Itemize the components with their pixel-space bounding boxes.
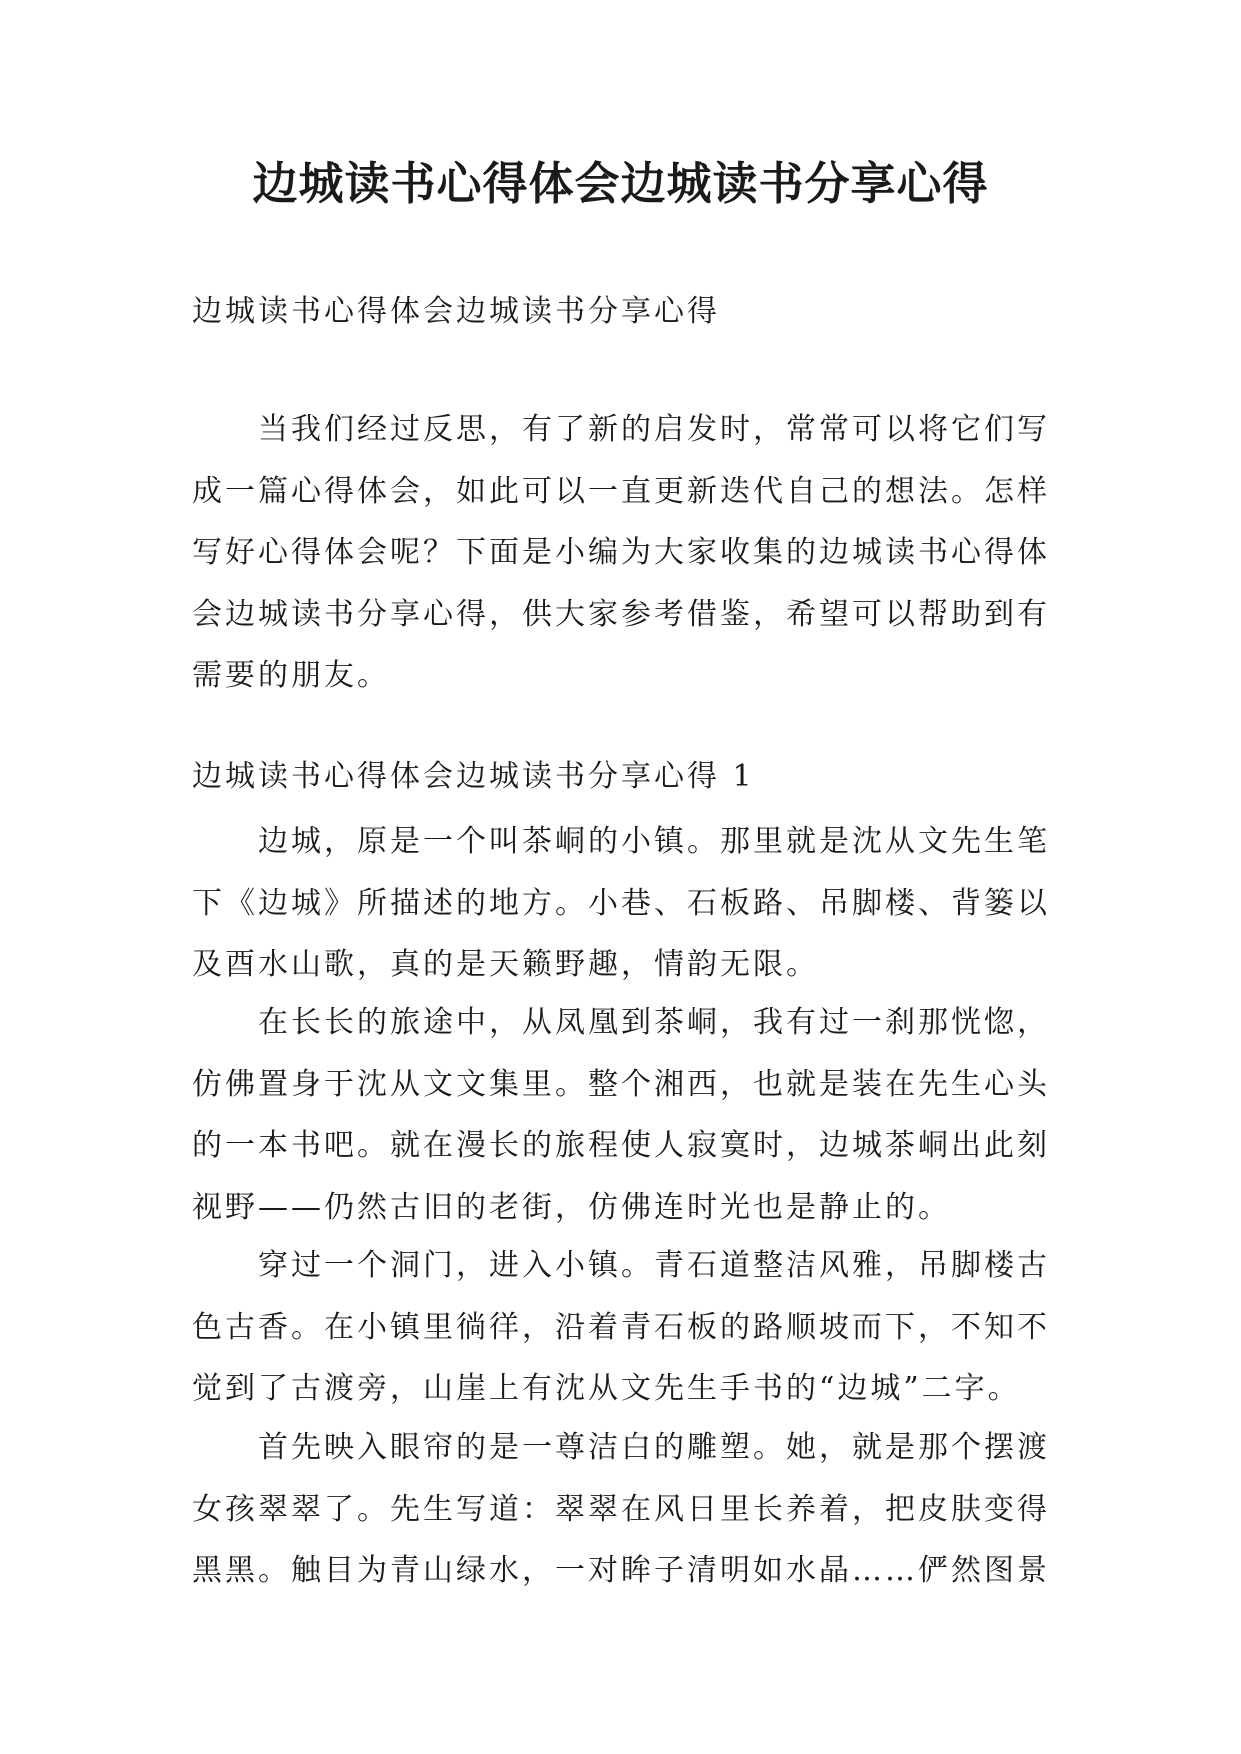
intro-paragraph: 当我们经过反思，有了新的启发时，常常可以将它们写成一篇心得体会，如此可以一直更新迭代自己的想法。怎样写好心得体会呢？下面是小编为大家收集的边城读书心得体会边城读书分享心得，供大家参考借鉴，希望可以帮助到有需要的朋友。 xyxy=(192,412,1050,693)
section-heading: 边城读书心得体会边城读书分享心得 1 xyxy=(192,759,755,794)
document-title: 边城读书心得体会边城读书分享心得 xyxy=(252,157,989,210)
body-paragraph: 穿过一个洞门，进入小镇。青石道整洁风雅，吊脚楼古色古香。在小镇里徜徉，沿着青石板的路顺坡而下，不知不觉到了古渡旁，山崖上有沈从文先生手书的“边城”二字。 xyxy=(192,1248,1050,1406)
body-paragraph: 首先映入眼帘的是一尊洁白的雕塑。她，就是那个摆渡女孩翠翠了。先生写道：翠翠在风日里长养着，把皮肤变得黑黑。触目为青山绿水，一对眸子清明如水晶……俨然图景 xyxy=(192,1430,1050,1588)
body-paragraph: 边城，原是一个叫茶峒的小镇。那里就是沈从文先生笔下《边城》所描述的地方。小巷、石板路、吊脚楼、背篓以及酉水山歌，真的是天籁野趣，情韵无限。 xyxy=(192,824,1050,982)
document-subtitle: 边城读书心得体会边城读书分享心得 xyxy=(192,294,720,329)
body-paragraph: 在长长的旅途中，从凤凰到茶峒，我有过一刹那恍惚，仿佛置身于沈从文文集里。整个湘西，也就是装在先生心头的一本书吧。就在漫长的旅程使人寂寞时，边城茶峒出此刻视野——仍然古旧的老街，仿佛连时光也是静止的。 xyxy=(192,1005,1050,1225)
